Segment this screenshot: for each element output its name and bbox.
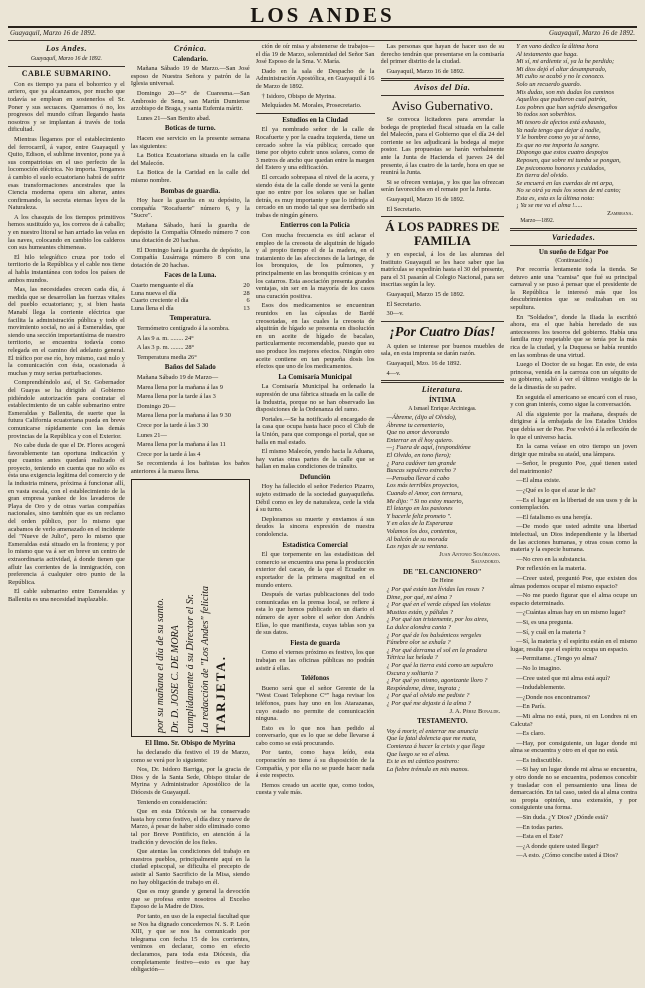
- paragraph: Con mucha frecuencia es útil aclarar el empleo de la creosota de alquitrán de hígado y al propio tiempo el de la madera, en el tratamiento de las afecciones de la laringe, de los bronquios, de los pulmones, y principalmente en las bronquitis crónicas y en los catarros. Esta asociación presenta grandes ventajas, sin ser en la mayoría de los casos una curación positiva.: [255, 232, 375, 300]
- paragraph: Hoy ha fallecido el señor Federico Pizarro, sujeto estimado de la sociedad guayaquileña. Débil como es ley de naturaleza, cede la vida á su turno.: [255, 483, 375, 514]
- poem-line: Que luego se va el alma.: [386, 750, 450, 758]
- bishop-title: El Ilmo. Sr. Obispo de Myrina: [145, 738, 236, 747]
- paragraph: Que es muy grande y general la devoción que se profesa entre nosotros al Excelso Esposo de la Madre de Dios.: [130, 888, 250, 911]
- paragraph: El hilo telegráfico cruza por todo el territorio de la República y el cable nos tiene al habla instantánea con todos los países de ambos mundos.: [8, 253, 125, 284]
- paragraph: El ya nombrado señor de la calle de Rocafuerte y por la cuadra izquierda, tiene un cercado sobre la vía pública; cercado que tiene por objeto cubrir unos solares, como de 3 metros de ancho que quedan entre la margen del Estero y una edificación.: [255, 126, 375, 172]
- cancionero-dedication: De Heine: [431, 578, 454, 585]
- paragraph: La Botica de la Caridad en la calle del mismo nombre.: [130, 169, 250, 184]
- paragraph: Crece por la tarde á las 4: [136, 450, 201, 458]
- poem-line: Fúnebre olor se exhala ?: [386, 639, 451, 647]
- paragraph: Bueno será que el señor Gerente de la "West Coast Telephone C°" haga revisar los teléfonos, pues hay uno en los Atarazanas, cuyo estado no permite de comunicación ninguna.: [255, 684, 375, 723]
- cable-title: CABLE SUBMARINO.: [21, 69, 112, 79]
- table-row: [131, 282, 250, 290]
- decree-end: [256, 43, 375, 110]
- poem-line: Y en vano dedico la última hora: [516, 43, 599, 50]
- intima-signature: Juan Antonio Solórzano.: [439, 550, 501, 558]
- poem-line: Tétrica luz helada ?: [386, 654, 438, 662]
- poem-line: ¿ Por qué en el verde césped las violetas: [386, 601, 491, 609]
- paragraph: El que torpemente en las estadísticas del comercio se encuentra una pena la producción exterior del cacao, de la que el Ecuador es exportador de la primera magnitud en el mundo entero.: [255, 551, 375, 589]
- paragraph: Temperatura media 26°: [136, 353, 197, 361]
- paragraph: Después de varias publicaciones del todo comunicadas en la prensa local, se refiere á esta lo que hemos publicado en un diario el número de ayer sobre el señor don Andrés Elías, lo que manifiesta, cuyas tablas son ya de sus datos.: [255, 591, 375, 637]
- paragraph: Por reflexión en la materia.: [516, 565, 587, 573]
- row-label: Luna nueva el día: [130, 289, 177, 297]
- poem-line: ¿ Para cadáver tan grande: [386, 459, 456, 467]
- bombas: [131, 197, 250, 269]
- paragraph: —Indudablemente.: [516, 684, 566, 692]
- paragraph: —El alma existe.: [516, 477, 561, 485]
- boticas-title: Boticas de turno.: [164, 124, 216, 133]
- telefonos-title: Teléfonos: [301, 674, 330, 683]
- poem-line: Aquellos que pudieron cual patrón,: [516, 96, 607, 104]
- poem-line: Oscura y solitaria ?: [386, 669, 438, 677]
- paragraph: Mas, las necesidades crecen cada día, á medida que se desarrollan las fuerzas vitales del pueblo ecuatoriano; y, si bien hasta Manabí llega la corriente eléctrica que facilita la administración pública y todo el movimiento social, no así á Esmeraldas, que siendo una sección importantísima de nuestro territorio, se encuentra todavía como relegada en el camino del adelanto general. El tráfico por ese río, hoy mismo, casi nulo y la comunicación con ésta, ocasionada á muchas y muy serias perturbaciones.: [8, 286, 125, 377]
- luna-title: Faces de la Luna.: [164, 271, 217, 280]
- paragraph: —Si hay un lugar donde mi alma se encuentra, y otro donde no se encuentra, podemos concebir y trasladar con el pensamiento una línea de demarcación. En tal caso, usted da al alma contra su propia opinión, una extensión, y por consiguiente una forma.: [510, 766, 637, 812]
- tarjeta-line-3: Dr. D. JOSE C. DE MORA: [169, 624, 181, 733]
- defuncion: [256, 483, 375, 538]
- paragraph: —Es indiscutible.: [516, 756, 563, 764]
- dateline-right: Guayaquil, Marzo 16 de 1892.: [549, 29, 635, 37]
- columns: [8, 43, 637, 988]
- poem-line: ¿ Por qué de los balsámicos vergeles: [386, 631, 482, 639]
- poem-line: Dime, por qué, mi alma ?: [386, 593, 452, 601]
- row-value: 6: [246, 297, 250, 305]
- paragraph: El Secretario.: [386, 205, 422, 213]
- poem-line: ¿ Por qué me dejaste á la alma ?: [386, 699, 471, 707]
- paragraph: —¿Donde nos encontramos?: [516, 693, 591, 701]
- tarjeta-line-1: La redacción de "Los Andes" felicita: [199, 585, 211, 733]
- poem-line: Al testamento que haga.: [516, 50, 579, 58]
- paragraph: Mañana Sábado 19 de Marzo.—San José esposo de Nuestra Señora y patrón de la Iglesia universal.: [130, 65, 250, 88]
- paper-name: Los Andes.: [45, 44, 87, 53]
- paragraph: Guayaquil, Marzo 16 de 1892.: [386, 67, 465, 75]
- paragraph: Marea llena por la mañana á las 9 30: [136, 412, 231, 420]
- poem-line: Los más terribles proyectos,: [386, 482, 459, 490]
- poem-line: El letargo en las pasiones: [386, 505, 453, 513]
- testamento-continued: [510, 43, 637, 210]
- testamento-poem: [381, 728, 505, 774]
- poem-line: La fiebre trémula en mis manos.: [386, 765, 469, 773]
- paragraph: Guayaquil, Mzo. 16 de 1892.: [386, 360, 462, 368]
- row-label: Cuarto menguante el día: [130, 282, 194, 290]
- row-label: Luna llena el día: [130, 304, 174, 312]
- paragraph: —Creer usted, preguntó Poe, que existen dos almas podemos ocupar el mismo espacio?: [510, 575, 637, 590]
- paragraph: 4—v.: [386, 369, 401, 377]
- poem-line: Comienza á hacer la crisis y que llega: [386, 742, 485, 750]
- fiesta-title: Fiesta de guarda: [290, 638, 340, 647]
- paragraph: —¿Cuántas almas hay en un mismo lugar?: [516, 609, 626, 617]
- poem-line: Enterrar en él hoy quiero.: [386, 436, 454, 444]
- paragraph: Marea llena por la mañana á las 9: [136, 383, 223, 391]
- paragraph: Mientras llegamos por el establecimiento del ferrocarril, á vapor, entre Guayaquil y Quito, Edison, el sublime inventor, pone ya á sus compatriotas en el uso perfecto de la locomoción eléctrica. No importa. Tengamos á cambio el suelo ecuatoriano habrá de sufrir esas transformaciones ancestrales que la Ciencia moderna opera sin alterar, antes confirmando, la secreta eternas leyes de la Naturaleza.: [8, 135, 125, 212]
- misc-notes: [256, 749, 375, 797]
- paragraph: —Señor, le pregunto Poe, ¿qué tienen usted del matrimonio?: [510, 460, 637, 475]
- paragraph: Que atentas las condiciones del trabajo en nuestros pueblos, principalmente aquí en la ciudad episcopal, se dificulta el precepto de asistir al Santo Sacrificio de la Misa, siendo no hay obligación de trabajo en él.: [130, 848, 250, 886]
- row-value: 28: [243, 289, 250, 297]
- paragraph: El cercado sobrepasa el nivel de la acera, y siendo ésta de la calle donde se verá la gente que no entre por los solares que se hallan detrás, es muy importante y que lo infrinja al cercado en un modo tal que sea derribado sin trabas de ningún género.: [255, 173, 375, 219]
- paragraph: Guayaquil, Marzo 15 de 1892.: [386, 291, 465, 299]
- poem-line: Buscas sepulcro estrecho ?: [386, 467, 456, 475]
- paragraph: A quien se interese por buenos muebles de sala, en esta imprenta se darán razón.: [380, 342, 505, 358]
- column-1: [8, 43, 125, 988]
- cancionero-signature: J. A. Pérez Bonalde.: [449, 707, 501, 715]
- paragraph: Marea llena por la tarde á las 3: [136, 393, 216, 401]
- poem-line: Al balcón de su morada: [386, 535, 448, 543]
- paragraph: —A esto. ¿Cómo concibe usted á Dios?: [516, 852, 618, 860]
- estadistica: [256, 551, 375, 637]
- paragraph: —No creo en la substancia.: [516, 555, 587, 563]
- paragraph: —Es el lugar en la libertad de sus usos y de la contemplación.: [510, 496, 637, 512]
- paragraph: Crece por la tarde á las 3 30: [136, 421, 209, 429]
- intima-dedication: A Ismael Enrique Arciniegas.: [408, 406, 477, 413]
- paragraph: —¿A donde quiere usted llegar?: [516, 842, 599, 850]
- paragraph: Mañana Sábado 19 de Marzo—: [136, 373, 219, 381]
- paragraph: Melquíades M. Morales, Prosecretario.: [261, 102, 362, 110]
- table-row: [131, 290, 250, 298]
- paragraph: La Botica Ecuatoriana situada en la calle del Malecón.: [130, 152, 250, 167]
- paragraph: A los chasquis de los tiempos primitivos hemos sustituído ya, los correos de á caballo; y en nuestro litoral se han arriado las velas en las naves, colocando en cambio los calderos con sus humeantes chimeneas.: [8, 213, 125, 252]
- poem-line: Que no amor devorando: [386, 429, 450, 437]
- paragraph: Guayaquil, Marzo 16 de 1892.: [386, 195, 465, 203]
- poem-line: Las rejas de su ventana.: [386, 543, 449, 551]
- paragraph: Si se ofrecen ventajas, y los que las ofrezcan serán favorecidos en el remate por la Junta.: [380, 178, 505, 194]
- column-4: [381, 43, 505, 988]
- paragraph: Lunes 21—San Benito abad.: [136, 114, 211, 122]
- poem-line: Y le hombre como yo ya sé temo,: [516, 134, 601, 142]
- paragraph: —Permitame. ¿Tengo yo alma?: [516, 655, 598, 663]
- testamento-signature: Zambrana.: [607, 210, 634, 218]
- intima-place: Salvadorzo.: [471, 558, 501, 566]
- paragraph: —Hay, por consiguiente, un lugar donde mi alma se encuentra y otro en el que no está.: [510, 739, 637, 755]
- paragraph: Deploramos su muerte y enviamos á sus deudos la sincera expresión de nuestra condolencia.: [255, 515, 375, 539]
- paragraph: Portales.—Se ha notificado al encargado de la casa que ocupa hasta hace poco el Club de la Unión, para que componga el portal, que se halla en mal estado.: [255, 415, 375, 446]
- poem-line: Me dijo: " Si no estoy muerto,: [386, 497, 464, 505]
- paper-date: Guayaquil, Marzo 16 de 1892.: [30, 55, 102, 62]
- paragraph: —De modo que usted admite una libertad intelectual, un Dios independiente y la libertad de las acciones humanas, y otras cosas como la materia y la especie humana.: [510, 523, 637, 554]
- paragraph: Mañana Sábado, hará la guardia de depósito la Compañía Olmedo número 7 con una dotación de 20 hachas.: [130, 221, 250, 245]
- dateline: [8, 28, 637, 41]
- poem-line: Cuando el Amor, con ternura,: [386, 489, 463, 497]
- poem-line: Respóndeme, dime, ingrata ;: [386, 684, 461, 692]
- bombas-title: Bombas de guardia.: [160, 186, 221, 195]
- poem-line: La dulce alondra canta ?: [386, 624, 452, 632]
- paragraph: Por recorría lentamente toda la tienda. Se detuvo ante una "camisa" que fué su principal carnaval y se puso á pensar que el presidente de la República le interesó más que los descubrimientos que se realizaban en su sepultura.: [510, 266, 637, 311]
- estadistica-title: Estadística Comercial: [282, 540, 348, 549]
- paragraph: —¿Qué es lo que el azar le da?: [516, 487, 596, 495]
- telefonos: [256, 685, 375, 748]
- luna-table: [131, 282, 250, 312]
- paragraph: No cabe duda de que el Dr. Flores acogerá favorablemente tan oportuna indicación y que cuantos antes quedará realizado el proyecto, teniendo en cuenta que no sólo es ésta una exigencia legítima del comercio y de la industria minera, próxima á funcionar allí, en vasta escala, con el establecimiento de la gran empresa yankee de los lavaderos de Playa de Oro y de otras varias compañías nacionales, sino también que es un reclamo del orden público, por lo mismo que acabamos de verlo amenazado en el incidente del "Nueve de Julio", pero lo mismo que Esmeraldas está situado en la frontera; y por lo mismo que va á ser en breve un centro de extraordinaria actividad, á donde tienen que afluir las corrientes de la inmigración, con preferencia á cualquier otro punto de la República.: [8, 442, 125, 586]
- column-2: [131, 43, 250, 988]
- paragraph: —En todas partes.: [516, 823, 564, 831]
- paragraph: En seguida el americano se encaró con el ruso, y con gran interés, como sigue la conversación.: [510, 393, 637, 409]
- cronica-title: Crónica.: [173, 44, 207, 53]
- intima-poem: [381, 414, 505, 551]
- paragraph: Teniendo en consideración:: [136, 798, 208, 806]
- column-3: [256, 43, 375, 988]
- defuncion-title: Defunción: [299, 472, 331, 481]
- paragraph: —Si, es una pregunta.: [516, 618, 573, 626]
- poem-line: Yo todos son soberbios.: [516, 111, 577, 119]
- variedades-subtitle: Un sueño de Edgar Poe: [538, 247, 609, 256]
- paragraph: Dado en la sala de Despacho de la Administración Apostólica, en Guayaquil á 16 de Marzo de 1892.: [255, 67, 375, 90]
- poem-line: Voy á morir, el enterrar me anuncia: [386, 727, 478, 735]
- poem-line: Reposen, que sobre mi tumba se pongan,: [516, 156, 621, 164]
- paragraph: El Domingo hará la guardia de depósito, la Compañía Lusárraga número 8 con una dotación de 20 hachas.: [130, 246, 250, 269]
- paragraph: —En París.: [516, 703, 546, 711]
- paragraph: Esto es lo que nos han pedido al conversarlo, que es lo que se debe llevarse á cabo como se está procurando.: [255, 724, 375, 747]
- tarjeta-word: TARJETA.: [212, 654, 228, 733]
- poem-line: Mi sí, mi ardiente sí, ya la he perdido;: [516, 58, 615, 66]
- paragraph: ción de oír misa y abstenerse de trabajos—el día 19 de Marzo, solemnidad del Señor San José Esposo de la Sma. V. María.: [255, 43, 375, 66]
- cancionero-poem: [381, 586, 505, 708]
- tarjeta-card: [131, 479, 250, 737]
- paragraph: Lunes 21—: [136, 431, 167, 439]
- paragraph: Con es tiempo ya para el bohorrico y el arriero, que ya alcanzamos, por mucho que todavía se emplean en sostenerlos el Sr. Poner y sus secuaces. Queramos ó no, los progresos del mundo cifran llegando hasta nosotros y se implantan á través de toda dificultad.: [8, 80, 125, 134]
- poem-line: Mi dios dejó el altar desamparado,: [516, 65, 607, 73]
- poem-line: Dispongo que estos cuatro despojos: [516, 149, 609, 157]
- paragraph: —Sí, la materia y el espíritu están en el mismo lugar, resulta que el espíritu ocupa un espacio.: [510, 638, 637, 653]
- padres-title: Á LOS PADRES DE FAMILIA: [385, 219, 500, 249]
- boticas: [131, 135, 250, 185]
- row-value: 20: [243, 282, 250, 290]
- literatura-title: Literatura.: [421, 385, 464, 395]
- paragraph: Domingo 20—5° de Cuaresma.—San Ambrosio de Sena, san Martín Dumiense arzobispo de Braga, y santa Eufemia mártir.: [130, 89, 250, 113]
- paragraph: En la cama veíase en otro tiempo un joven dirigir que miraba su ataúd, una lámpara.: [510, 443, 637, 458]
- aviso-gubernativo-title: Aviso Gubernativo.: [391, 97, 494, 113]
- paragraph: Que en esta Diócesis se ha conservado hasta hoy como festivo, el día diez y nueve de Marzo, á pesar de haber sido eliminado como tal por Breve Pontificio, en atención á la tradición y devoción de los fieles.: [130, 808, 250, 846]
- paragraph: ha declarado día festivo el 19 de Marzo, como se verá por lo siguiente:: [130, 749, 250, 764]
- paragraph: † Isidoro, Obispo de Myrina.: [261, 92, 336, 100]
- testamento-title: TESTAMENTO.: [417, 717, 468, 726]
- banos-title: Baños del Salado: [164, 363, 216, 372]
- estudios-title: Estudios en la Ciudad: [282, 115, 348, 124]
- paragraph: Se recomienda á los bañistas los baños anteriores á la marea llena.: [130, 460, 250, 475]
- paragraph: Por tanto, como haya leído, esta corporación no tiene á su disposición de la Compañía, y por ella no se puede hacer nada á este respecto.: [255, 749, 375, 780]
- paragraph: —Sí, y cuál en la materia ?: [516, 628, 586, 636]
- estudios: [256, 126, 375, 219]
- poem-line: Solo un recuerdo guardo.: [516, 80, 582, 88]
- row-value: 13: [243, 304, 250, 312]
- cancionero-title: DE "EL CANCIONERO": [403, 567, 482, 576]
- comisaria: [256, 383, 375, 471]
- poem-line: Se encuerá en las cuerdas de mi arpa,: [516, 179, 614, 187]
- poem-line: Es que no me importa la sangre.: [516, 141, 600, 149]
- poem-line: En tierra del olvido.: [516, 172, 569, 180]
- calendario-title: Calendario.: [172, 54, 208, 63]
- temperatura: [131, 325, 250, 361]
- poem-line: El Olvido, en tono fiero);: [386, 451, 452, 459]
- paragraph: Comprendiéndolo así, el Sr. Gobernador del Guayas se ha dirigido al Gobierno pidiéndole autorización para contratar el establecimiento de un cable submarino entre Esmeraldas y Ballenita, de suerte que la futura California ecuatoriana pueda en breve comunicarse rápidamente con las demás provincias de la República y con el Exterior.: [8, 379, 125, 440]
- poem-line: ¿ Por qué derrama el sol en la pradera: [386, 646, 487, 654]
- paragraph: El Secretario.: [386, 300, 422, 308]
- paragraph: —Esta en el Este?: [516, 833, 563, 841]
- paragraph: Nos, Dr. Isidoro Barriga, por la gracia de Dios y de la Santa Sede, Obispo titular de Myrina y Administrador Apostólico de la Diócesis de Guayaquil.: [130, 766, 250, 797]
- paragraph: A las 9 a. m. ........ 24°: [136, 334, 194, 342]
- poem-line: ¿ Por qué al olvido me pediste ?: [386, 692, 470, 700]
- poem-line: —¡ Fuera de aquí, (respondióme: [386, 444, 471, 452]
- comisaria-title: La Comisaría Municipal: [278, 372, 352, 381]
- poem-line: Esta es, esta es la última nota:: [516, 194, 595, 202]
- poem-line: Mis dudas, son mis dudas los caminos: [516, 88, 615, 96]
- column-5: [510, 43, 637, 988]
- paragraph: Termómetro centígrado á la sombra.: [136, 325, 230, 332]
- paragraph: Como el viernes próximo es festivo, los que trabajan en las oficinas públicas no podrán asistir á ellas.: [255, 649, 375, 672]
- paragraph: Luego el Doctor de su hogar. En este, de esta princesa, venida en la carroza con un séquito de su gobierno, salió á ver el último vestigio de la de la dinastía de su padre.: [510, 361, 637, 391]
- paragraph: Hoy hace la guardia en su depósito, la compañía "Rocafuerte" número 6, y la "Sucre".: [130, 197, 250, 220]
- paragraph: Se convoca licitadores para arrendar la bodega de propiedad fiscal situada en la calle del Malecón, para el Gobierno que el día 24 del corriente se les adjudicará la bodega al mejor postor. Las propuestas se harán verbalmente ante la Junta de Hacienda el jueves 24 del presente, á las cuatro de la tarde, hora en que se reunirá la Junta.: [380, 115, 505, 177]
- paragraph: Domingo 20—: [136, 402, 176, 410]
- aviso-gubernativo: [381, 116, 505, 213]
- cable-article: [8, 81, 125, 604]
- top-notice: [381, 43, 505, 75]
- paragraph: —Cree usted que mi alma está aquí?: [516, 674, 610, 682]
- intima-title: ÍNTIMA: [428, 395, 456, 404]
- table-row: [131, 297, 250, 305]
- poem-line: Que la fatal dolencia que me mata,: [386, 735, 477, 743]
- cuatro-dias-title: ¡Por Cuatro Días!: [389, 324, 496, 340]
- paragraph: 30—v.: [386, 310, 404, 318]
- paragraph: —Es claro.: [516, 730, 546, 738]
- paragraph: Hemos creado un aceite que, como todos, cuesta y vale más.: [255, 781, 375, 797]
- poem-line: ¿ Por qué yo mismo, agonizante lloro ?: [386, 677, 488, 685]
- tarjeta-line-4: por su mañana el día de su santo.: [154, 597, 166, 733]
- poem-line: Y en alas de la Esperanza: [386, 520, 453, 528]
- paragraph: Marea llena por la mañana á las 11: [136, 441, 226, 449]
- tarjeta-line-2: cumplidamente á su Director el Sr.: [184, 593, 196, 733]
- avisos-title: Avisos del Día.: [414, 83, 471, 93]
- paragraph: y en especial, á los de las alumnas del Instituto Guayaquil se les hace saber que las matrículas se expedirán hasta el 30 del presente, para el 31 pasarán al Colegio Nacional, para ser inscritas según la ley.: [380, 251, 505, 289]
- poem-line: Mustias están, y pálidas ?: [386, 608, 454, 616]
- paragraph: Al día siguiente por la mañana, después de dirigirse á la embajada de los Estados Unidos que debía ser de Poe. Poe volvió á la reflexión de lo que el universo hacía.: [510, 410, 637, 441]
- paragraph: Esos dos medicamentos se encuentran reunidos en las cápsulas de Bardé creosotadas, en las cuales la creosota de alquitrán de hígado se presenta en disolución en un aceite de hígado de bacalao, particularmente recomendable, puesto que su uso produce los mejores efectos. Ningún otro aceite contiene en tan pequeña dosis los efectos que uno de los medicamentos.: [255, 302, 375, 371]
- poem-line: Mi tesoro de afectos está exhausto,: [516, 118, 606, 126]
- paragraph: Hacen ese servicio en la presente semana las siguientes:: [130, 134, 250, 150]
- variedades-text: [510, 266, 637, 860]
- poem-line: Mi culto se acabó y no le conozco.: [516, 73, 605, 81]
- variedades-continuation: (Continuación.): [555, 258, 592, 265]
- row-label: Cuarto creciente el día: [130, 297, 189, 305]
- poem-line: Los pobres que han sufrido desengaños: [516, 103, 618, 111]
- poem-line: De psiconomo honores y cuidados,: [516, 164, 606, 172]
- paragraph: —No me puedo figurar que el alma ocupe un espacio determinado.: [510, 592, 637, 607]
- poem-line: Ábreme tu cementerio,: [386, 421, 445, 429]
- paragraph: La Comisaría Municipal ha ordenado la supresión de una fábrica situada en la calle de la Industria, porque no se han observado las disposiciones de la Ordenanza del ramo.: [255, 383, 375, 414]
- paragraph: —Mi alma no está, pues, ni en Londres ni en Calcuta?: [510, 712, 637, 728]
- poem-line: Es te es mi cántico postrero:: [386, 758, 460, 766]
- padres: [381, 251, 505, 318]
- variedades-title: Variedades.: [551, 233, 596, 243]
- bishop-decree: [131, 749, 250, 974]
- masthead: LOS ANDES: [8, 4, 637, 28]
- poem-line: Volamos los dos, contentos,: [386, 527, 457, 535]
- paragraph: El mismo Malecón, yendo hacia la Aduana, hay varias otras partes de la calle que se hallan en malas condiciones de tránsito.: [255, 448, 375, 471]
- poem-line: Ya nada tengo que dejar á nadie,: [516, 126, 601, 134]
- paragraph: Las personas que hayan de hacer uso de su derecho tendrán que presentarse en la comisaría del primer distrito de la ciudad.: [380, 43, 505, 66]
- paragraph: El cable submarino entre Esmeraldas y Ballenita es una necesidad inaplazable.: [8, 588, 125, 603]
- poem-line: ¿ Por qué tan tristemente, por los aires,: [386, 616, 489, 624]
- poem-line: No se oirá ya más los sones de mi canto;: [516, 187, 621, 195]
- cuatro-dias: [381, 343, 505, 377]
- temperatura-title: Temperatura.: [169, 314, 211, 323]
- poem-line: ¿ Por qué la tierra está como un sepulcro: [386, 662, 494, 669]
- poem-line: —Ábreme, (dijo al Olvido),: [386, 414, 457, 421]
- dateline-left: Guayaquil, Marzo 16 de 1892.: [10, 29, 96, 37]
- table-row: [131, 305, 250, 313]
- testamento-date: Marzo—1892.: [520, 217, 555, 224]
- paragraph: Por tanto, en uso de la especial facultad que se Nos ha dignado concedernos N. S. P. León XIII, y que se nos ha comunicado por telegrama con fecha 15 de los corrientes, venimos en declarar, como en efecto declaramos, para toda esta Diócesis, día completamente festivo—esto es que hay obligación—: [130, 912, 250, 974]
- poem-line: ¡ Ya se me va el alma !.....: [516, 202, 583, 210]
- entierros: [256, 232, 375, 371]
- paragraph: En "Soldados", donde la Iliada la escribió ahora, era el que había heredado de sus antecesores los tesoros del gobierno. Había una familia muy respetable que se tenía por la más rica de la ciudad, y la Duquesa se había reunido en las sombras de una virtud.: [510, 313, 637, 359]
- poem-line: ¿ Por qué están tan lívidas las rosas ?: [386, 586, 485, 594]
- banos: [131, 374, 250, 476]
- entierros-title: Entierros con la Policía: [280, 221, 350, 230]
- poem-line: —Pensaba llevar á cabo: [386, 474, 450, 482]
- poem-line: Y hacerle feliz prometo ".: [386, 512, 452, 520]
- fiesta: [256, 649, 375, 672]
- paragraph: —Sin duda. ¿Y Dios? ¿Dónde está?: [516, 814, 608, 822]
- calendario: [131, 65, 250, 122]
- paragraph: —El fatalismo es una herejía.: [516, 513, 593, 521]
- paragraph: —No lo imagino.: [516, 664, 562, 672]
- paragraph: A las 3 p. m. ........ 28°: [136, 344, 195, 352]
